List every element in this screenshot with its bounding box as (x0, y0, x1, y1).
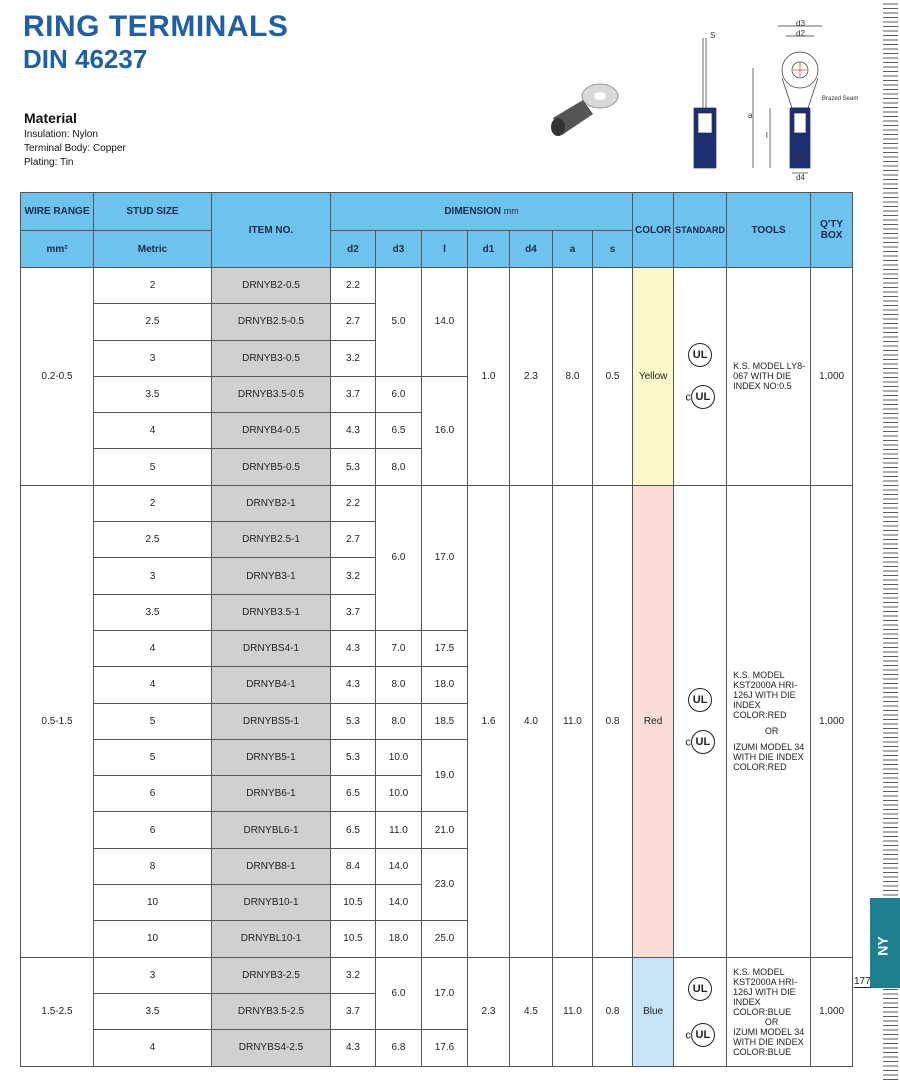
item-cell: DRNYBS5-1 (212, 703, 331, 739)
d2-cell: 3.2 (331, 957, 376, 993)
cul-mark-icon: UL (691, 1023, 715, 1047)
tools-option-1: K.S. MODEL KST2000A HRI-126J WITH DIE INDEX COLOR:BLUE (733, 966, 798, 1017)
tools-cell: K.S. MODEL LY8-067 WITH DIE INDEX NO:0.5 (727, 268, 811, 486)
item-cell: DRNYB2-0.5 (212, 268, 331, 304)
tools-or: OR (764, 726, 779, 737)
d2-cell: 3.7 (331, 594, 376, 630)
tools-cell (727, 957, 811, 1066)
stud-cell: 3 (94, 558, 212, 594)
drawing-label-d3: d3 (796, 19, 805, 28)
stud-cell: 2.5 (94, 522, 212, 558)
ul-mark-icon: UL (688, 343, 712, 367)
d2-cell: 2.2 (331, 485, 376, 521)
d4-cell: 4.0 (510, 485, 553, 957)
stud-cell: 4 (94, 630, 212, 666)
d1-cell: 1.0 (468, 268, 510, 486)
stud-cell: 2 (94, 268, 212, 304)
stud-cell: 6 (94, 812, 212, 848)
d2-cell: 3.7 (331, 993, 376, 1029)
l-cell: 19.0 (422, 739, 468, 812)
drawing-label-d2: d2 (796, 29, 805, 38)
d2-cell: 4.3 (331, 667, 376, 703)
header-wire-unit: mm² (21, 231, 94, 268)
section-tab-label: NY (874, 936, 891, 956)
item-cell: DRNYBL10-1 (212, 921, 331, 957)
d3-cell: 8.0 (376, 667, 422, 703)
d2-cell: 2.2 (331, 268, 376, 304)
stud-cell: 5 (94, 739, 212, 775)
l-cell: 17.0 (422, 957, 468, 1030)
drawing-label-d1: d1 (796, 151, 805, 160)
d2-cell: 10.5 (331, 921, 376, 957)
d2-cell: 10.5 (331, 885, 376, 921)
d3-cell: 14.0 (376, 848, 422, 884)
stud-cell: 6 (94, 776, 212, 812)
s-cell: 0.8 (593, 957, 633, 1066)
header-color: COLOR (633, 193, 674, 268)
d2-cell: 3.7 (331, 376, 376, 412)
ul-mark-icon: UL (688, 688, 712, 712)
section-tab (870, 898, 900, 988)
item-cell: DRNYB2.5-1 (212, 522, 331, 558)
header-d4: d4 (510, 231, 553, 268)
header-qty: Q'TY BOX (811, 193, 853, 268)
l-cell: 17.0 (422, 485, 468, 630)
header-s: s (593, 231, 633, 268)
material-heading: Material (24, 110, 77, 126)
tools-or: OR (764, 1016, 779, 1027)
wire-range-cell: 0.2-0.5 (21, 268, 94, 486)
d3-cell: 5.0 (376, 268, 422, 377)
color-cell: Yellow (633, 268, 674, 486)
header-standard: STANDARD (674, 193, 727, 268)
l-cell: 17.5 (422, 630, 468, 666)
s-cell: 0.8 (593, 485, 633, 957)
d4-cell: 2.3 (510, 268, 553, 486)
header-d2: d2 (331, 231, 376, 268)
standard-cell: UL c UL (674, 485, 727, 957)
drawing-label-seam: Brazed Seam (822, 96, 859, 102)
item-cell: DRNYB4-1 (212, 667, 331, 703)
tools-option-2: IZUMI MODEL 34 WITH DIE INDEX COLOR:RED (733, 742, 805, 773)
stud-cell: 4 (94, 413, 212, 449)
d2-cell: 4.3 (331, 413, 376, 449)
d3-cell: 6.0 (376, 376, 422, 412)
stud-cell: 3.5 (94, 993, 212, 1029)
l-cell: 18.0 (422, 667, 468, 703)
d2-cell: 4.3 (331, 630, 376, 666)
header-d1: d1 (468, 231, 510, 268)
stud-cell: 4 (94, 1030, 212, 1066)
l-cell: 18.5 (422, 703, 468, 739)
stud-cell: 5 (94, 703, 212, 739)
item-cell: DRNYB8-1 (212, 848, 331, 884)
header-stud-unit: Metric (94, 231, 212, 268)
stud-cell: 2.5 (94, 304, 212, 340)
material-body: Terminal Body: Copper (24, 143, 126, 154)
d3-cell: 6.5 (376, 413, 422, 449)
d2-cell: 5.3 (331, 449, 376, 485)
d3-cell: 6.0 (376, 485, 422, 630)
item-cell: DRNYB5-0.5 (212, 449, 331, 485)
drawing-label-s: S (710, 31, 716, 40)
s-cell: 0.5 (593, 268, 633, 486)
header-tools: TOOLS (727, 193, 811, 268)
l-cell: 16.0 (422, 376, 468, 485)
drawing-label-d4: d4 (796, 173, 805, 182)
ul-mark-icon: UL (688, 977, 712, 1001)
stud-cell: 3.5 (94, 376, 212, 412)
d3-cell: 6.8 (376, 1030, 422, 1066)
stud-cell: 2 (94, 485, 212, 521)
item-cell: DRNYBS4-2.5 (212, 1030, 331, 1066)
stud-cell: 3 (94, 340, 212, 376)
page-number: 177 (854, 976, 871, 987)
dimension-drawing (688, 18, 859, 183)
item-cell: DRNYB4-0.5 (212, 413, 331, 449)
d1-cell: 2.3 (468, 957, 510, 1066)
d1-cell: 1.6 (468, 485, 510, 957)
d3-cell: 10.0 (376, 776, 422, 812)
l-cell: 25.0 (422, 921, 468, 957)
tools-cell (727, 485, 811, 957)
item-cell: DRNYB2-1 (212, 485, 331, 521)
color-cell: Red (633, 485, 674, 957)
wire-range-cell: 0.5-1.5 (21, 485, 94, 957)
cul-mark-icon: UL (691, 730, 715, 754)
header-a: a (553, 231, 593, 268)
item-cell: DRNYBL6-1 (212, 812, 331, 848)
item-cell: DRNYB6-1 (212, 776, 331, 812)
item-cell: DRNYB3-2.5 (212, 957, 331, 993)
l-cell: 17.6 (422, 1030, 468, 1066)
d3-cell: 8.0 (376, 703, 422, 739)
page-title: RING TERMINALS (23, 10, 289, 43)
item-cell: DRNYB3.5-2.5 (212, 993, 331, 1029)
header-stud-size: STUD SIZE (94, 193, 212, 231)
tools-option-2: IZUMI MODEL 34 WITH DIE INDEX COLOR:BLUE (733, 1026, 805, 1057)
cul-mark-icon: UL (691, 385, 715, 409)
d2-cell: 5.3 (331, 739, 376, 775)
d2-cell: 6.5 (331, 776, 376, 812)
color-cell: Blue (633, 957, 674, 1066)
l-cell: 23.0 (422, 848, 468, 921)
item-cell: DRNYB3.5-0.5 (212, 376, 331, 412)
stud-cell: 8 (94, 848, 212, 884)
item-cell: DRNYB3-1 (212, 558, 331, 594)
d3-cell: 18.0 (376, 921, 422, 957)
header-d3: d3 (376, 231, 422, 268)
product-photo (548, 80, 623, 140)
d2-cell: 2.7 (331, 522, 376, 558)
d2-cell: 3.2 (331, 340, 376, 376)
d2-cell: 8.4 (331, 848, 376, 884)
stud-cell: 4 (94, 667, 212, 703)
qty-cell: 1,000 (811, 957, 853, 1066)
wire-range-cell: 1.5-2.5 (21, 957, 94, 1066)
stud-cell: 10 (94, 921, 212, 957)
drawing-label-l: l (766, 131, 768, 140)
qty-cell: 1,000 (811, 485, 853, 957)
item-cell: DRNYB10-1 (212, 885, 331, 921)
stud-cell: 5 (94, 449, 212, 485)
d2-cell: 5.3 (331, 703, 376, 739)
stud-cell: 3 (94, 957, 212, 993)
drawing-label-a: a (748, 111, 753, 120)
item-cell: DRNYB2.5-0.5 (212, 304, 331, 340)
item-cell: DRNYBS4-1 (212, 630, 331, 666)
d2-cell: 4.3 (331, 1030, 376, 1066)
tools-option-1: K.S. MODEL KST2000A HRI-126J WITH DIE INDEX COLOR:RED (733, 670, 798, 721)
page-subtitle: DIN 46237 (23, 44, 148, 74)
item-cell: DRNYB3.5-1 (212, 594, 331, 630)
item-cell: DRNYB5-1 (212, 739, 331, 775)
header-l: l (422, 231, 468, 268)
standard-cell: UL c UL (674, 957, 727, 1066)
d3-cell: 8.0 (376, 449, 422, 485)
standard-cell: UL c UL (674, 268, 727, 486)
l-cell: 21.0 (422, 812, 468, 848)
l-cell: 14.0 (422, 268, 468, 377)
header-item-no: ITEM NO. (212, 193, 331, 268)
d2-cell: 6.5 (331, 812, 376, 848)
qty-cell: 1,000 (811, 268, 853, 486)
d3-cell: 11.0 (376, 812, 422, 848)
d2-cell: 3.2 (331, 558, 376, 594)
item-cell: DRNYB3-0.5 (212, 340, 331, 376)
spec-table (20, 192, 853, 1067)
d3-cell: 10.0 (376, 739, 422, 775)
material-plating: Plating: Tin (24, 157, 74, 168)
stud-cell: 3.5 (94, 594, 212, 630)
d3-cell: 7.0 (376, 630, 422, 666)
material-insulation: Insulation: Nylon (24, 129, 98, 140)
a-cell: 11.0 (553, 957, 593, 1066)
d4-cell: 4.5 (510, 957, 553, 1066)
a-cell: 11.0 (553, 485, 593, 957)
d2-cell: 2.7 (331, 304, 376, 340)
header-wire-range: WIRE RANGE (21, 193, 94, 231)
d3-cell: 14.0 (376, 885, 422, 921)
a-cell: 8.0 (553, 268, 593, 486)
d3-cell: 6.0 (376, 957, 422, 1030)
stud-cell: 10 (94, 885, 212, 921)
header-dimension: DIMENSION mm (331, 193, 633, 231)
